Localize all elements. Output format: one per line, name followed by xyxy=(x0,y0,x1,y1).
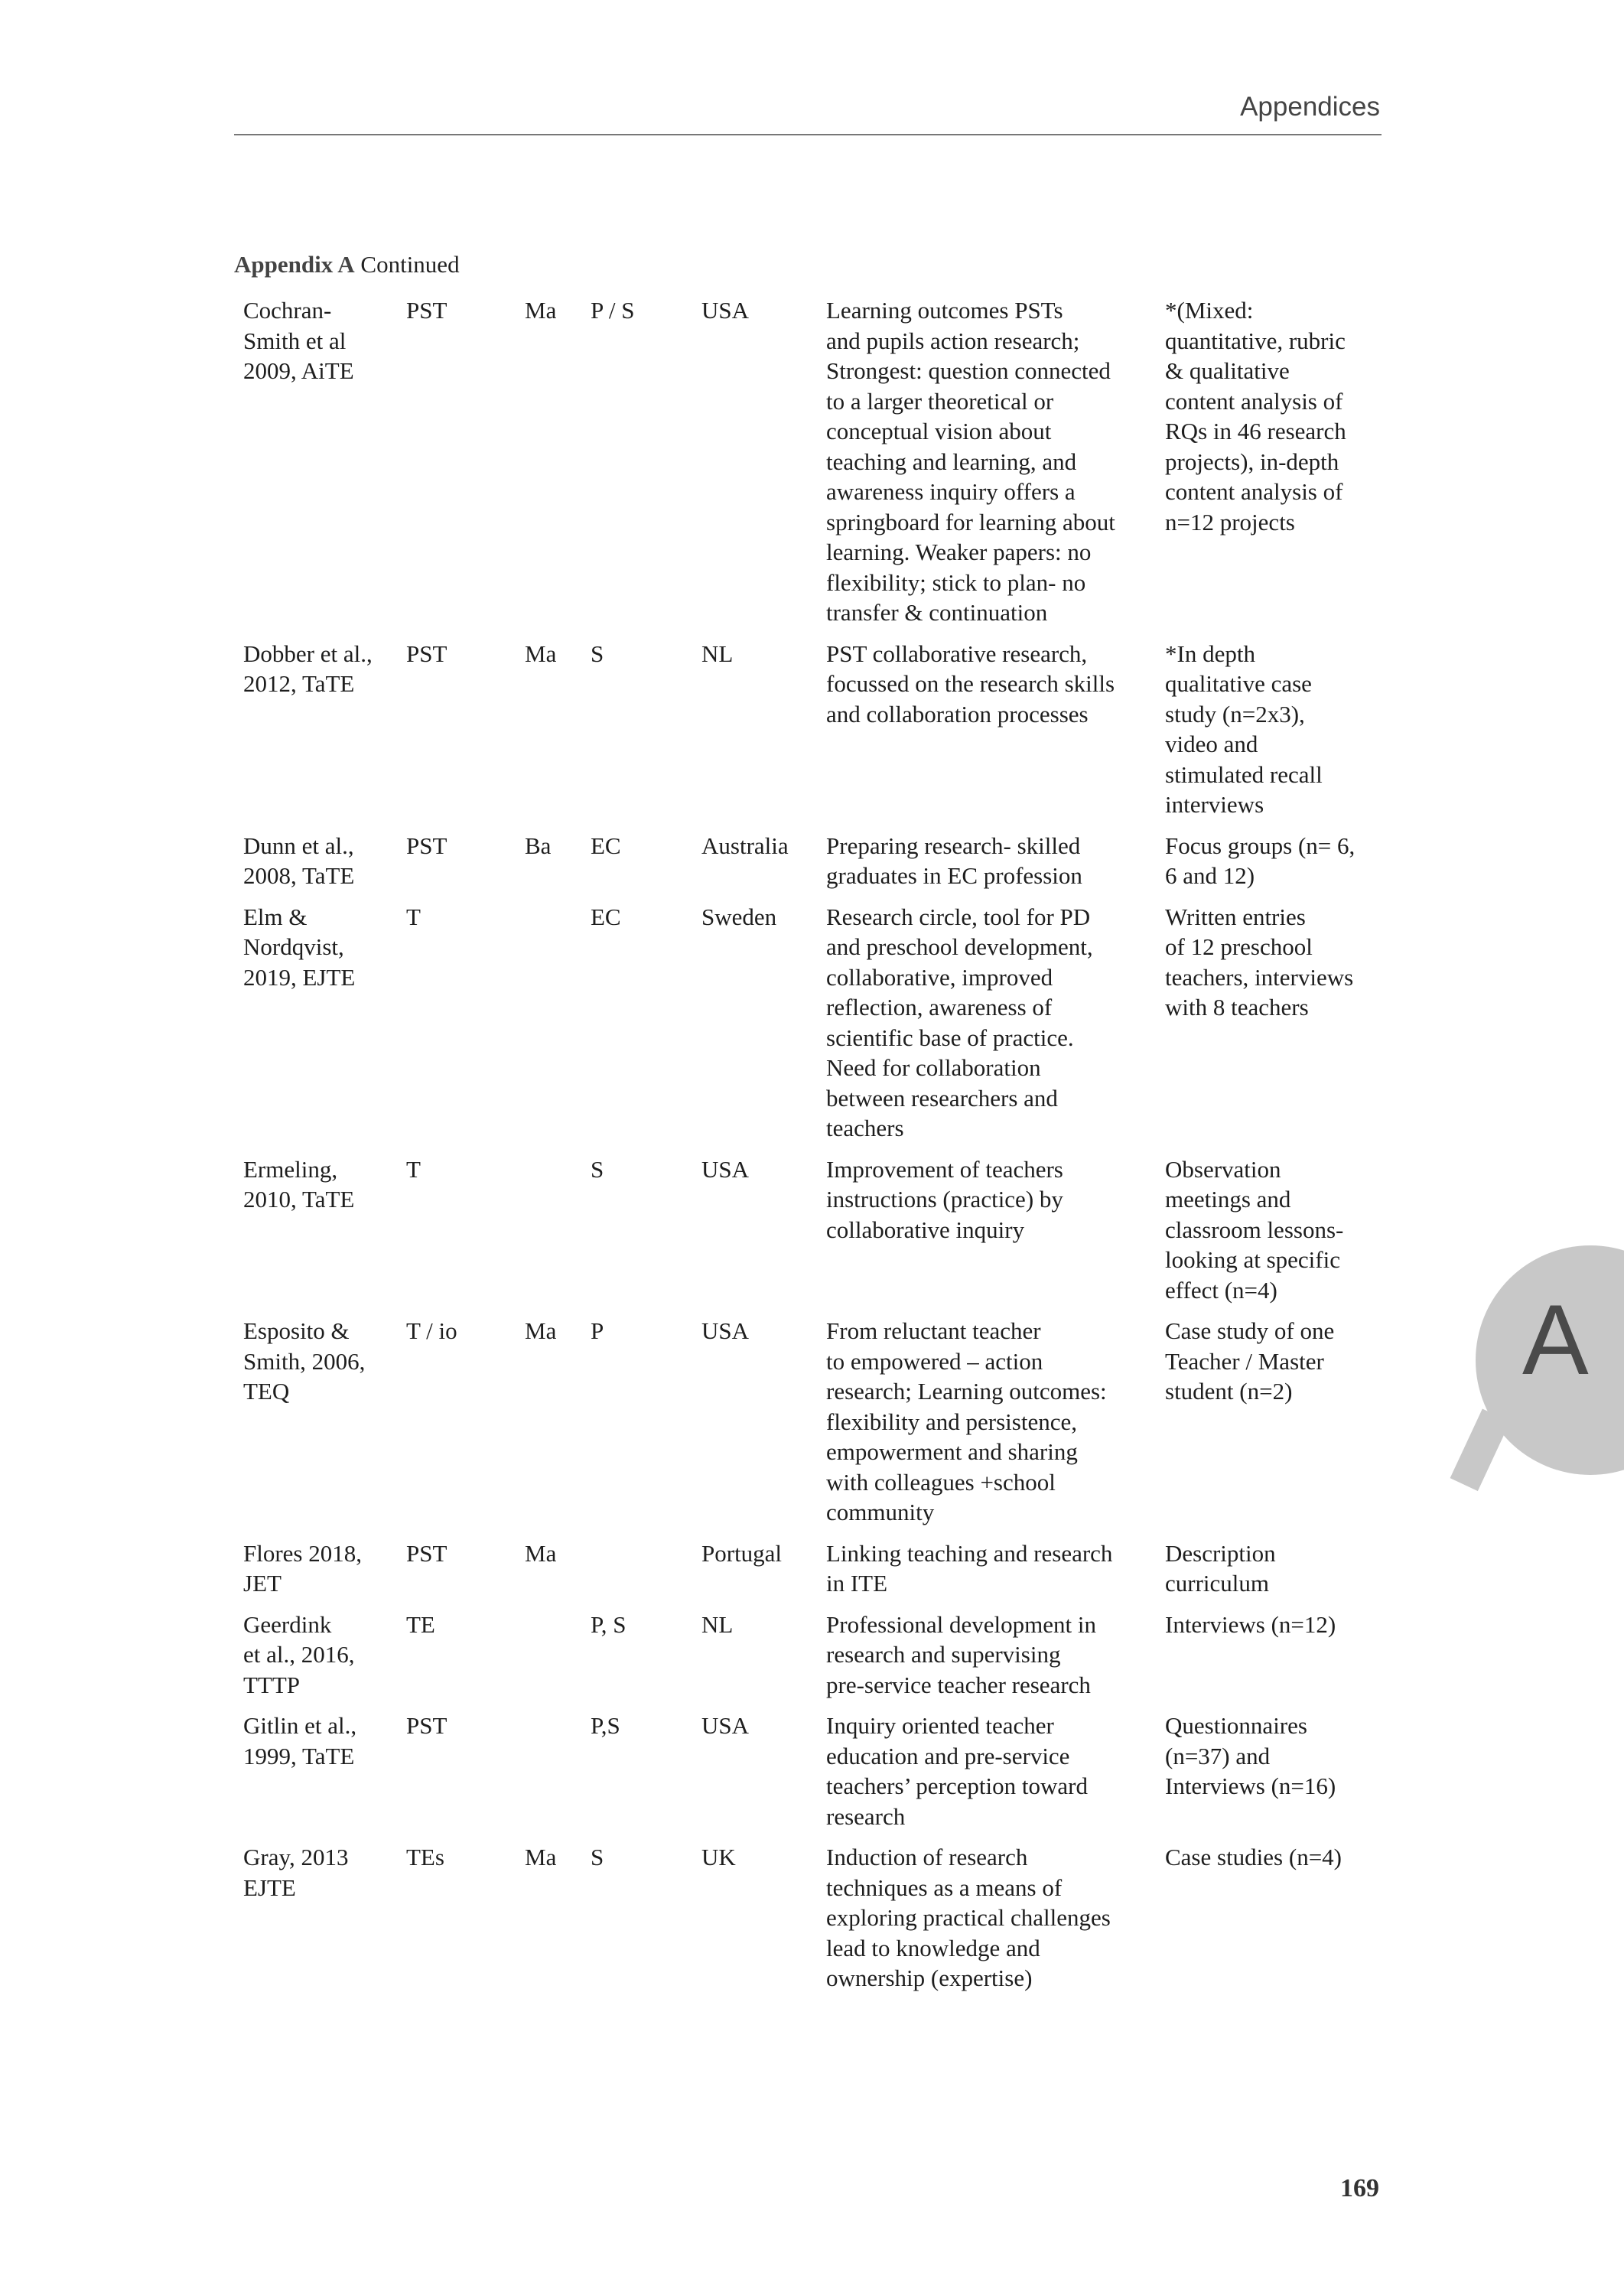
cell-method: Description curriculum xyxy=(1165,1539,1276,1597)
cell-country: Portugal xyxy=(701,1539,783,1567)
table-body xyxy=(234,295,1382,2004)
caption-text: Continued xyxy=(360,251,460,278)
cell-reference: Dobber et al., 2012, TaTE xyxy=(243,640,373,697)
caption-label: Appendix A xyxy=(234,251,355,278)
cell-reference: Dunn et al., 2008, TaTE xyxy=(243,832,355,889)
cell-country: USA xyxy=(701,297,750,324)
cell-participants: PST xyxy=(406,832,447,859)
cell-focus: Inquiry oriented teacher education and pre-service teachers’ perception toward research xyxy=(826,1712,1088,1830)
cell-participants: PST xyxy=(406,1539,447,1567)
cell-reference: Geerdink et al., 2016, TTTP xyxy=(243,1610,355,1698)
cell-sector: P, S xyxy=(591,1610,626,1638)
cell-participants: TEs xyxy=(406,1844,444,1870)
table-row xyxy=(234,831,1382,902)
cell-method: Case studies (n=4) xyxy=(1165,1844,1342,1870)
cell-sector: S xyxy=(591,640,604,667)
cell-level xyxy=(516,1154,581,1317)
cell-level xyxy=(516,902,581,1154)
cell-participants: PST xyxy=(406,640,447,667)
cell-reference: Cochran- Smith et al 2009, AiTE xyxy=(243,297,354,384)
running-header: Appendices xyxy=(1240,92,1380,122)
table-caption xyxy=(234,251,460,278)
section-thumb-tab-handle xyxy=(1450,1409,1511,1492)
cell-participants: T / io xyxy=(406,1317,457,1344)
cell-level: Ma xyxy=(525,1317,557,1344)
cell-method: *In depth qualitative case study (n=2x3), video and stimulated recall interviews xyxy=(1165,640,1323,818)
cell-sector: S xyxy=(591,1844,604,1870)
cell-focus: Professional development in research and supervising pre-service teacher research xyxy=(826,1610,1096,1698)
cell-country: UK xyxy=(701,1844,736,1870)
cell-level xyxy=(516,1610,581,1711)
cell-focus: Improvement of teachers instructions (practice) by collaborative inquiry xyxy=(826,1155,1063,1243)
cell-level: Ma xyxy=(525,297,557,324)
cell-focus: From reluctant teacher to empowered – action research; Learning outcomes: flexibility and persistence, empowerment and sharing with colleagues +school community xyxy=(826,1317,1107,1525)
cell-method: Questionnaires (n=37) and Interviews (n=16) xyxy=(1165,1712,1336,1799)
header-rule xyxy=(234,134,1382,135)
cell-country: NL xyxy=(701,640,734,667)
cell-country: NL xyxy=(701,1610,734,1638)
cell-participants: PST xyxy=(406,1712,447,1739)
table-row xyxy=(234,1711,1382,1842)
table-row xyxy=(234,295,1382,639)
cell-country: USA xyxy=(701,1712,750,1739)
cell-reference: Ermeling, 2010, TaTE xyxy=(243,1155,355,1213)
cell-sector: P xyxy=(591,1317,604,1344)
cell-sector: P / S xyxy=(591,297,635,324)
cell-participants: T xyxy=(406,903,421,930)
cell-sector xyxy=(581,1538,692,1610)
cell-level: Ma xyxy=(525,1539,557,1567)
cell-method: Case study of one Teacher / Master student (n=2) xyxy=(1165,1317,1335,1405)
table-row xyxy=(234,902,1382,1154)
cell-participants: T xyxy=(406,1155,421,1183)
cell-focus: PST collaborative research, focussed on the research skills and collaboration processes xyxy=(826,640,1115,728)
cell-country: USA xyxy=(701,1317,750,1344)
cell-reference: Gray, 2013 EJTE xyxy=(243,1844,349,1901)
cell-level: Ma xyxy=(525,1844,557,1870)
appendix-table xyxy=(234,295,1382,2004)
table-row xyxy=(234,1610,1382,1711)
cell-focus: Research circle, tool for PD and preschool development, collaborative, improved reflection, awareness of scientific base of practice. Need for collaboration between researchers and teachers xyxy=(826,903,1093,1141)
page-number: 169 xyxy=(1340,2174,1379,2202)
cell-method: Observation meetings and classroom lessons- looking at specific effect (n=4) xyxy=(1165,1155,1344,1304)
cell-level xyxy=(516,1711,581,1842)
table-row xyxy=(234,639,1382,831)
cell-sector: P,S xyxy=(591,1712,620,1739)
cell-reference: Elm & Nordqvist, 2019, EJTE xyxy=(243,903,356,991)
cell-method: *(Mixed: quantitative, rubric & qualitative content analysis of RQs in 46 research projects), in-depth content analysis of n=12 projects xyxy=(1165,297,1346,536)
cell-sector: EC xyxy=(591,903,621,930)
cell-participants: TE xyxy=(406,1610,435,1638)
cell-focus: Linking teaching and research in ITE xyxy=(826,1539,1113,1597)
cell-country: USA xyxy=(701,1155,750,1183)
cell-method: Focus groups (n= 6, 6 and 12) xyxy=(1165,832,1356,889)
table-row xyxy=(234,1316,1382,1538)
cell-level: Ma xyxy=(525,640,557,667)
section-thumb-letter: A xyxy=(1522,1284,1589,1395)
table-row xyxy=(234,1842,1382,2004)
table-row xyxy=(234,1538,1382,1610)
cell-reference: Flores 2018, JET xyxy=(243,1539,362,1597)
cell-reference: Gitlin et al., 1999, TaTE xyxy=(243,1712,357,1769)
table-row xyxy=(234,1154,1382,1317)
cell-focus: Learning outcomes PSTs and pupils action research; Strongest: question connected to a larger theoretical or conceptual vision about teaching and learning, and awareness inquiry offers a springboard for learning about learning. Weaker papers: no flexibility; stick to plan- no transfer & continuation xyxy=(826,297,1115,626)
cell-sector: EC xyxy=(591,832,621,859)
cell-method: Written entries of 12 preschool teachers, interviews with 8 teachers xyxy=(1165,903,1354,1021)
cell-country: Sweden xyxy=(701,903,777,930)
cell-country: Australia xyxy=(701,832,789,859)
cell-sector: S xyxy=(591,1155,604,1183)
cell-participants: PST xyxy=(406,297,447,324)
cell-level: Ba xyxy=(525,832,552,859)
cell-reference: Esposito & Smith, 2006, TEQ xyxy=(243,1317,366,1405)
cell-focus: Induction of research techniques as a means of exploring practical challenges lead to knowledge and ownership (expertise) xyxy=(826,1844,1111,1991)
cell-method: Interviews (n=12) xyxy=(1165,1610,1336,1638)
cell-focus: Preparing research- skilled graduates in EC profession xyxy=(826,832,1082,889)
